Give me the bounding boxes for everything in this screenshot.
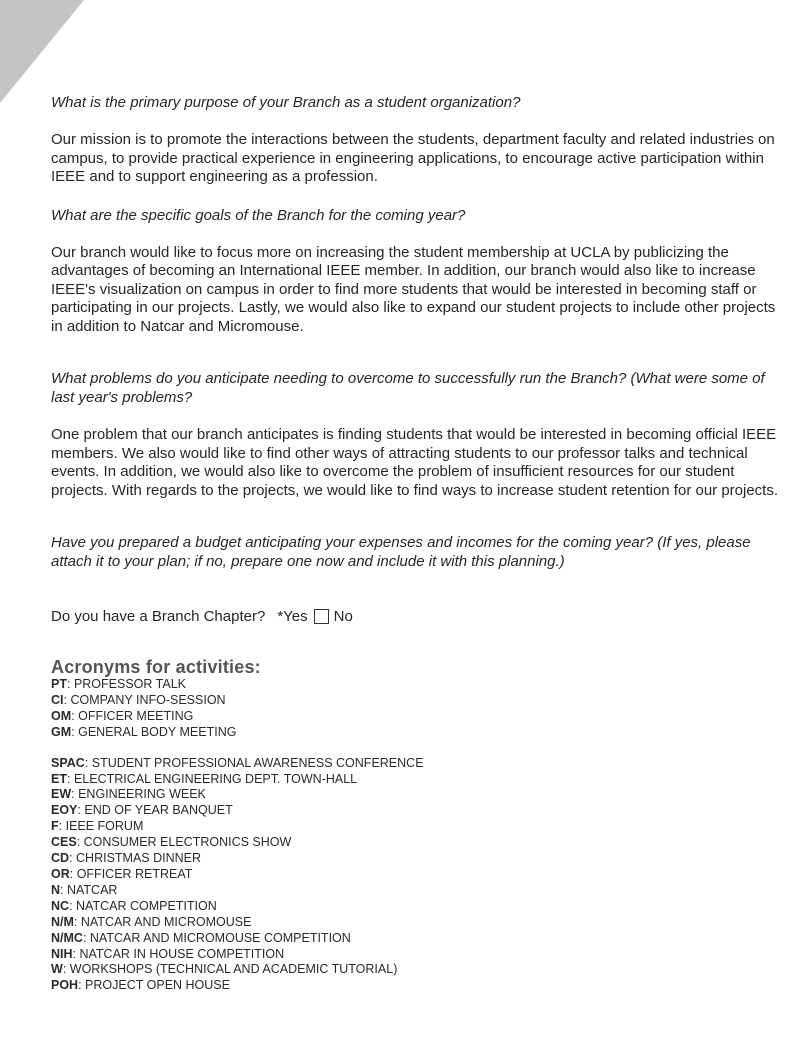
acronym-meaning: ELECTRICAL ENGINEERING DEPT. TOWN-HALL	[73, 771, 358, 786]
acronym-item: NC: NATCAR COMPETITION	[51, 898, 217, 913]
acronym-code: CD	[51, 851, 70, 866]
acronym-code: CI	[51, 692, 64, 707]
branch-chapter-question	[51, 607, 783, 626]
acronym-code: GM	[51, 724, 72, 739]
acronym-item: EW: ENGINEERING WEEK	[51, 787, 206, 802]
acronym-item: NIH: NATCAR IN HOUSE COMPETITION	[51, 946, 285, 961]
answer-purpose: Our mission is to promote the interactions between the students, department faculty and related industries on campus, to provide practical experience in engineering applications, to encourage active participation within IEEE and to support engineering as a profession.	[51, 131, 775, 185]
acronym-item: CES: CONSUMER ELECTRONICS SHOW	[51, 835, 292, 850]
acronym-meaning: NATCAR AND MICROMOUSE	[80, 914, 252, 929]
answer-problems: One problem that our branch anticipates is finding students that would be interested in becoming official IEEE members. We also would like to find other ways of attracting students to our professor talks and technical events. In addition, we would also like to overcome the problem of insufficient resources for our student projects. With regards to the projects, we would like to find ways to increase student retention for our projects.	[51, 426, 779, 499]
answer-goals: Our branch would like to focus more on increasing the student membership at UCLA by publicizing the advantages of becoming an International IEEE member. In addition, our branch would also like to increase IEEE's visualization on campus in order to find more students that would be interested in becoming staff or participating in our projects. Lastly, we would also like to expand our student projects to include other projects in addition to Natcar and Micromouse.	[51, 243, 776, 335]
acronym-meaning: COMPANY INFO-SESSION	[70, 692, 226, 707]
acronym-code: POH	[51, 978, 79, 993]
branch-chapter-label: Do you have a Branch Chapter?	[51, 608, 266, 625]
acronyms-title: Acronyms for activities:	[51, 657, 261, 677]
acronym-item: ET: ELECTRICAL ENGINEERING DEPT. TOWN-HALL	[51, 771, 358, 786]
acronym-item: GM: GENERAL BODY MEETING	[51, 724, 237, 739]
acronym-meaning: CONSUMER ELECTRONICS SHOW	[83, 835, 292, 850]
acronym-code: NC	[51, 898, 70, 913]
acronym-item: W: WORKSHOPS (TECHNICAL AND ACADEMIC TUTORIAL)	[51, 962, 398, 977]
document-page	[51, 93, 783, 994]
acronym-item: SPAC: STUDENT PROFESSIONAL AWARENESS CONFERENCE	[51, 755, 424, 770]
acronym-code: F	[51, 819, 59, 834]
acronym-meaning: IEEE FORUM	[65, 819, 144, 834]
acronym-item: N: NATCAR	[51, 882, 118, 897]
acronym-meaning: STUDENT PROFESSIONAL AWARENESS CONFERENCE	[91, 755, 424, 770]
acronym-code: EW	[51, 787, 72, 802]
acronym-code: N/MC	[51, 930, 83, 945]
acronym-code: NIH	[51, 946, 73, 961]
acronym-code: EOY	[51, 803, 78, 818]
no-option-label: No	[333, 608, 353, 625]
acronym-meaning: GENERAL BODY MEETING	[78, 724, 237, 739]
acronym-item: OR: OFFICER RETREAT	[51, 866, 193, 881]
acronym-meaning: END OF YEAR BANQUET	[84, 803, 233, 818]
acronym-code: N	[51, 882, 61, 897]
acronym-item: POH: PROJECT OPEN HOUSE	[51, 978, 230, 993]
yes-option-label: *Yes	[277, 608, 308, 625]
acronym-item: F: IEEE FORUM	[51, 819, 144, 834]
acronym-meaning: WORKSHOPS (TECHNICAL AND ACADEMIC TUTORIAL)	[69, 962, 398, 977]
question-problems: What problems do you anticipate needing to overcome to successfully run the Branch? (What were some of last year's problems?	[51, 370, 765, 406]
acronym-meaning: NATCAR COMPETITION	[76, 898, 217, 913]
acronym-item: PT: PROFESSOR TALK	[51, 677, 187, 691]
question-goals: What are the specific goals of the Branch for the coming year?	[51, 206, 466, 224]
acronym-list-events	[51, 756, 783, 995]
acronym-code: ET	[51, 771, 67, 786]
acronym-item: CD: CHRISTMAS DINNER	[51, 851, 202, 866]
no-checkbox[interactable]	[314, 609, 329, 624]
acronym-code: OM	[51, 708, 72, 723]
question-purpose: What is the primary purpose of your Branch as a student organization?	[51, 94, 521, 111]
acronym-code: W	[51, 962, 63, 977]
acronym-meaning: ENGINEERING WEEK	[78, 787, 206, 802]
acronym-code: OR	[51, 866, 70, 881]
acronym-item: OM: OFFICER MEETING	[51, 708, 194, 723]
acronym-code: CES	[51, 835, 77, 850]
acronym-item: N/M: NATCAR AND MICROMOUSE	[51, 914, 252, 929]
acronym-meaning: PROFESSOR TALK	[73, 677, 187, 691]
acronym-item: CI: COMPANY INFO-SESSION	[51, 692, 226, 707]
acronym-meaning: NATCAR IN HOUSE COMPETITION	[79, 946, 285, 961]
acronym-meaning: PROJECT OPEN HOUSE	[85, 978, 230, 993]
acronym-code: PT	[51, 677, 67, 691]
acronym-meaning: OFFICER RETREAT	[76, 866, 193, 881]
acronym-code: SPAC	[51, 755, 85, 770]
question-budget: Have you prepared a budget anticipating your expenses and incomes for the coming year? (If yes, please attach it to your plan; if no, prepare one now and include it with this planning.)	[51, 534, 751, 570]
acronym-meaning: CHRISTMAS DINNER	[76, 851, 202, 866]
folded-corner-shadow	[0, 0, 90, 105]
acronym-item: EOY: END OF YEAR BANQUET	[51, 803, 233, 818]
acronym-list-meetings	[51, 677, 783, 741]
acronym-meaning: OFFICER MEETING	[78, 708, 194, 723]
acronym-item: N/MC: NATCAR AND MICROMOUSE COMPETITION	[51, 930, 351, 945]
acronym-meaning: NATCAR AND MICROMOUSE COMPETITION	[89, 930, 351, 945]
acronym-code: N/M	[51, 914, 74, 929]
acronym-meaning: NATCAR	[66, 882, 118, 897]
